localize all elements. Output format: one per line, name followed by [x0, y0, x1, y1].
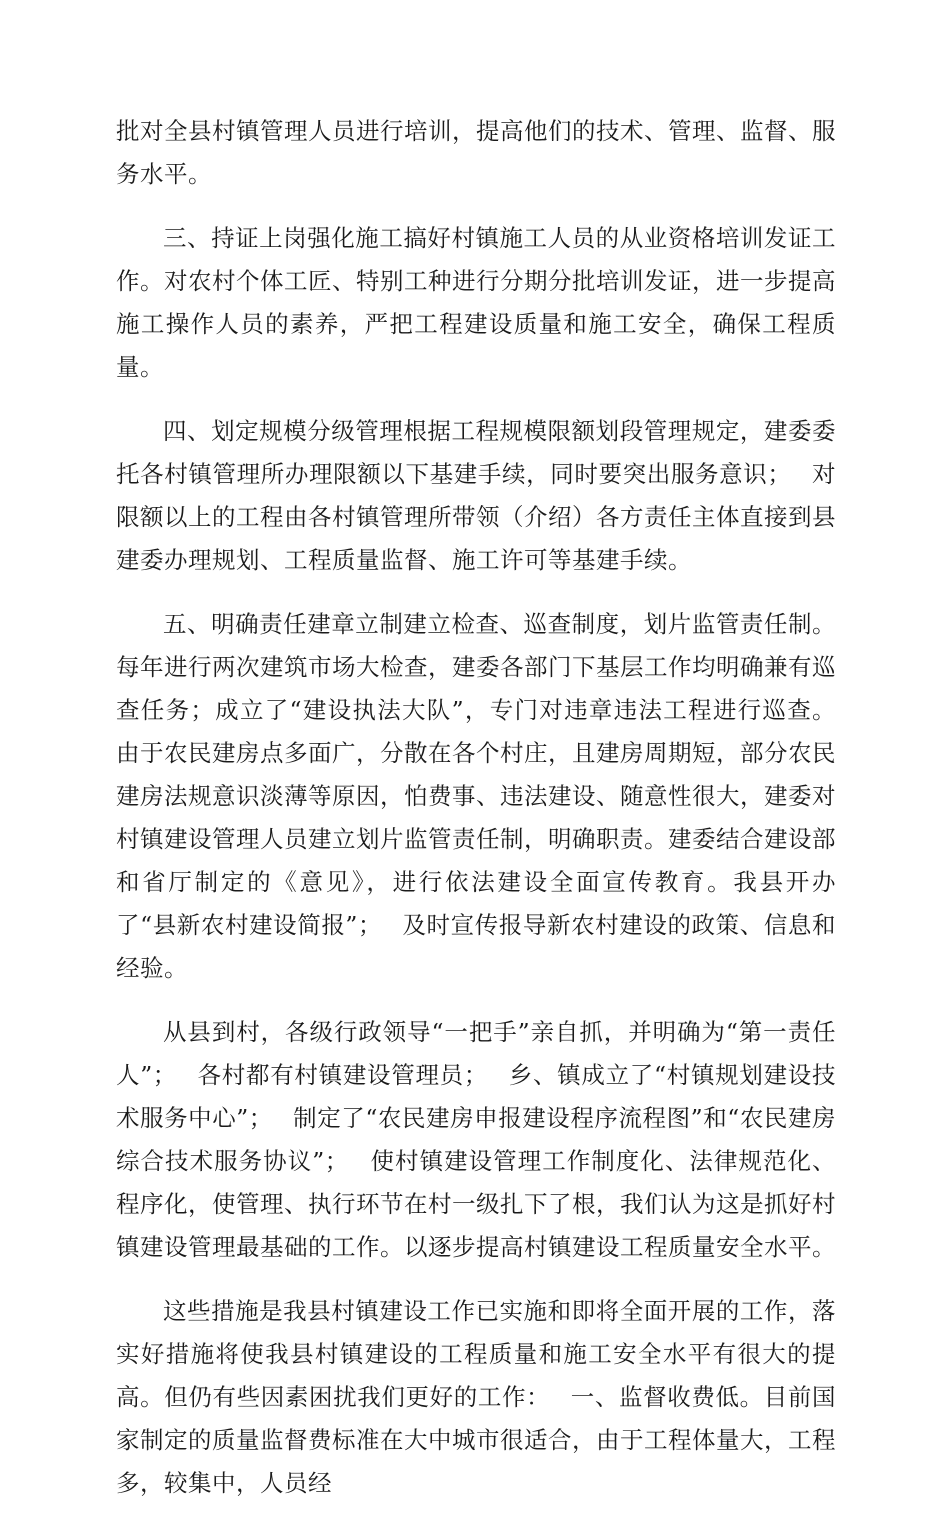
paragraph-measures-summary: 这些措施是我县村镇建设工作已实施和即将全面开展的工作，落实好措施将使我县村镇建设的工程质量和施工安全水平有很大的提高。但仍有些因素困扰我们更好的工作： 一、监督收费低。目前国家制定的质量监督费标准在大中城市很适合，由于工程体量大，工程多，较集中，人员经: [116, 1297, 836, 1497]
paragraph-section-three: 三、持证上岗强化施工搞好村镇施工人员的从业资格培训发证工作。对农村个体工匠、特别工种进行分期分批培训发证，进一步提高施工操作人员的素养，严把工程建设质量和施工安全，确保工程质量。: [116, 224, 836, 381]
paragraph-leadership: 从县到村，各级行政领导“一把手”亲自抓，并明确为“第一责任人”； 各村都有村镇建设管理员； 乡、镇成立了“村镇规划建设技术服务中心”； 制定了“农民建房申报建设程序流程图”和“农民建房综合技术服务协议”； 使村镇建设管理工作制度化、法律规范化、程序化，使管理、执行环节在村一级扎下了根，我们认为这是抓好村镇建设管理最基础的工作。以逐步提高村镇建设工程质量安全水平。: [116, 1018, 836, 1261]
paragraph-section-four: 四、划定规模分级管理根据工程规模限额划段管理规定，建委委托各村镇管理所办理限额以下基建手续，同时要突出服务意识； 对限额以上的工程由各村镇管理所带领（介绍）各方责任主体直接到县建委办理规划、工程质量监督、施工许可等基建手续。: [116, 417, 836, 574]
paragraph-section-five: 五、明确责任建章立制建立检查、巡查制度，划片监管责任制。每年进行两次建筑市场大检查，建委各部门下基层工作均明确兼有巡查任务；成立了“建设执法大队”，专门对违章违法工程进行巡查。由于农民建房点多面广，分散在各个村庄，且建房周期短，部分农民建房法规意识淡薄等原因，怕费事、违法建设、随意性很大，建委对村镇建设管理人员建立划片监管责任制，明确职责。建委结合建设部和省厅制定的《意见》，进行依法建设全面宣传教育。我县开办了“县新农村建设简报”； 及时宣传报导新农村建设的政策、信息和经验。: [116, 610, 836, 982]
paragraph-training-continuation: 批对全县村镇管理人员进行培训，提高他们的技术、管理、监督、服务水平。: [116, 117, 836, 188]
document-body: [116, 110, 836, 1526]
